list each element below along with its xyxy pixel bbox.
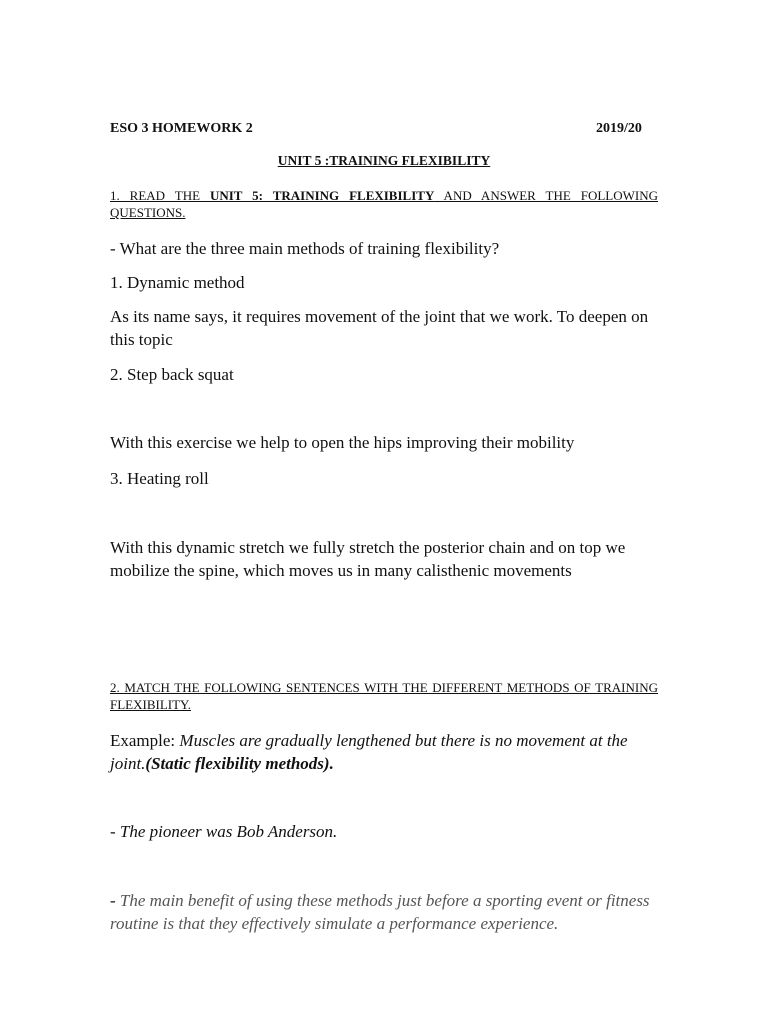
example-answer: (Static flexibility methods).: [145, 754, 334, 773]
section1-instruction-post: AND ANSWER THE FOLLOWING QUESTIONS.: [110, 188, 658, 220]
example-label: Example:: [110, 731, 180, 750]
sentence-2: [110, 889, 658, 935]
example-paragraph: [110, 729, 658, 775]
sentence-1-text: The pioneer was Bob Anderson.: [119, 822, 338, 841]
sentence-2-text: The main benefit of using these methods just before a sporting event or fitness routine is that they effectively simulate a performance experience.: [110, 891, 650, 933]
method-2-heading: 2. Step back squat: [110, 365, 234, 384]
method-2-description: With this exercise we help to open the hips improving their mobility: [110, 433, 575, 452]
sentence-1: [110, 820, 658, 843]
section1-instruction-bold: UNIT 5: TRAINING FLEXIBILITY: [209, 188, 435, 203]
section1-instruction: [110, 187, 658, 221]
unit-title: UNIT 5 :TRAINING FLEXIBILITY: [277, 153, 491, 168]
document-title: ESO 3 HOMEWORK 2: [110, 121, 253, 136]
sentence-2-dash: -: [110, 891, 120, 910]
section2-instruction: 2. MATCH THE FOLLOWING SENTENCES WITH THE DIFFERENT METHODS OF TRAINING FLEXIBILITY.: [110, 680, 658, 712]
question-text: - What are the three main methods of training flexibility?: [110, 239, 500, 258]
method-3-heading: 3. Heating roll: [110, 469, 209, 488]
example-text: Muscles are gradually lengthened but there is no movement at the joint.: [110, 731, 628, 773]
method-1-heading: 1. Dynamic method: [110, 273, 245, 292]
school-year: 2019/20: [596, 121, 642, 136]
sentence-1-dash: -: [110, 822, 120, 841]
method-3-description: With this dynamic stretch we fully stretch the posterior chain and on top we mobilize the spine, which moves us in many calisthenic movements: [110, 538, 626, 580]
method-1-description: As its name says, it requires movement of the joint that we work. To deepen on this topic: [110, 307, 649, 349]
section1-instruction-pre: 1. READ THE: [110, 188, 210, 203]
